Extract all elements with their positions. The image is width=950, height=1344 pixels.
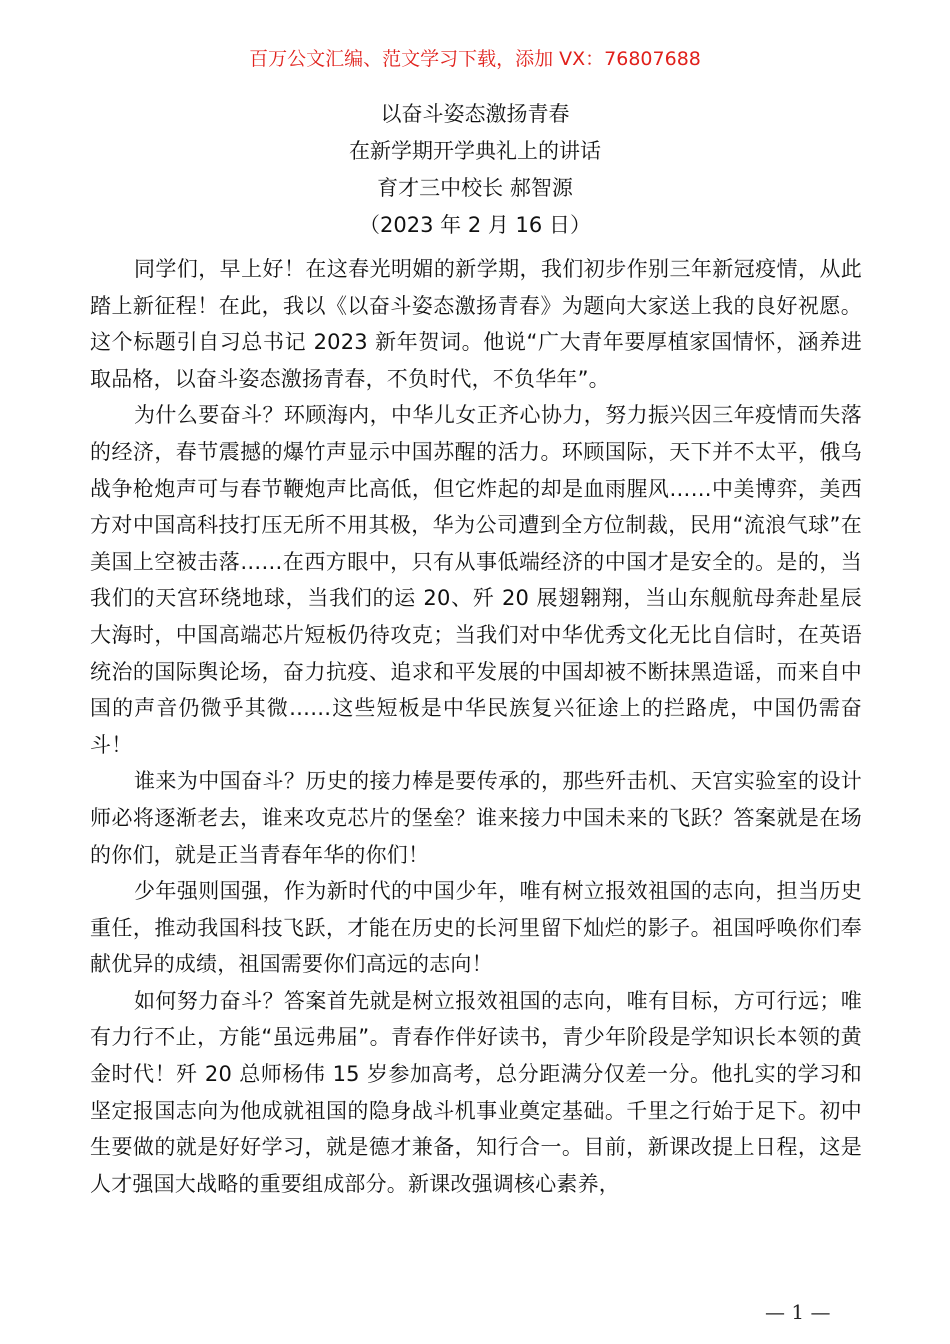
- document-date: （2023 年 2 月 16 日）: [359, 213, 591, 237]
- paragraph-youth-strong: 少年强则国强，作为新时代的中国少年，唯有树立报效祖国的志向，担当历史重任，推动我国科技飞跃，才能在历史的长河里留下灿烂的影子。祖国呼唤你们奉献优异的成绩，祖国需要你们高远的志向！: [90, 879, 862, 977]
- paragraph-how-strive: 如何努力奋斗？答案首先就是树立报效祖国的志向，唯有目标，方可行远；唯有力行不止，方能“虽远弗届”。青春作伴好读书，青少年阶段是学知识长本领的黄金时代！歼 20 总师杨伟 15 岁参加高考，总分距满分仅差一分。他扎实的学习和坚定报国志向为他成就祖国的隐身战斗机事业奠定基础。千里之行始于足下。初中生要做的就是好好学习，就是德才兼备，知行合一。目前，新课改提上日程，这是人才强国大战略的重要组成部分。新课改强调核心素养，: [90, 988, 862, 1196]
- document-body: [90, 251, 862, 1202]
- paragraph-greeting: 同学们，早上好！在这春光明媚的新学期，我们初步作别三年新冠疫情，从此踏上新征程！在此，我以《以奋斗姿态激扬青春》为题向大家送上我的良好祝愿。这个标题引自习总书记 2023 新年贺词。他说“广大青年要厚植家国情怀，涵养进取品格，以奋斗姿态激扬青春，不负时代，不负华年”。: [90, 257, 862, 391]
- document-subtitle: 在新学期开学典礼上的讲话: [349, 139, 601, 163]
- paragraph-who-strives: 谁来为中国奋斗？历史的接力棒是要传承的，那些歼击机、天宫实验室的设计师必将逐渐老去，谁来攻克芯片的堡垒？谁来接力中国未来的飞跃？答案就是在场的你们，就是正当青春年华的你们！: [90, 769, 862, 867]
- document-author: 育才三中校长 郝智源: [377, 176, 573, 200]
- document-title: 以奋斗姿态激扬青春: [380, 102, 570, 126]
- page-number: — 1 —: [765, 1300, 831, 1324]
- document-header: [0, 96, 950, 244]
- paragraph-why-strive: 为什么要奋斗？环顾海内，中华儿女正齐心协力，努力振兴因三年疫情而失落的经济，春节震撼的爆竹声显示中国苏醒的活力。环顾国际，天下并不太平，俄乌战争枪炮声可与春节鞭炮声比高低，但它炸起的却是血雨腥风……中美博弈，美西方对中国高科技打压无所不用其极，华为公司遭到全方位制裁，民用“流浪气球”在美国上空被击落……在西方眼中，只有从事低端经济的中国才是安全的。是的，当我们的天宫环绕地球，当我们的运 20、歼 20 展翅翱翔，当山东舰航母奔赴星辰大海时，中国高端芯片短板仍待攻克；当我们对中华优秀文化无比自信时，在英语统治的国际舆论场，奋力抗疫、追求和平发展的中国却被不断抹黑造谣，而来自中国的声音仍微乎其微……这些短板是中华民族复兴征途上的拦路虎，中国仍需奋斗！: [90, 403, 862, 757]
- watermark-banner: 百万公文汇编、范文学习下载，添加 VX：76807688: [249, 48, 701, 70]
